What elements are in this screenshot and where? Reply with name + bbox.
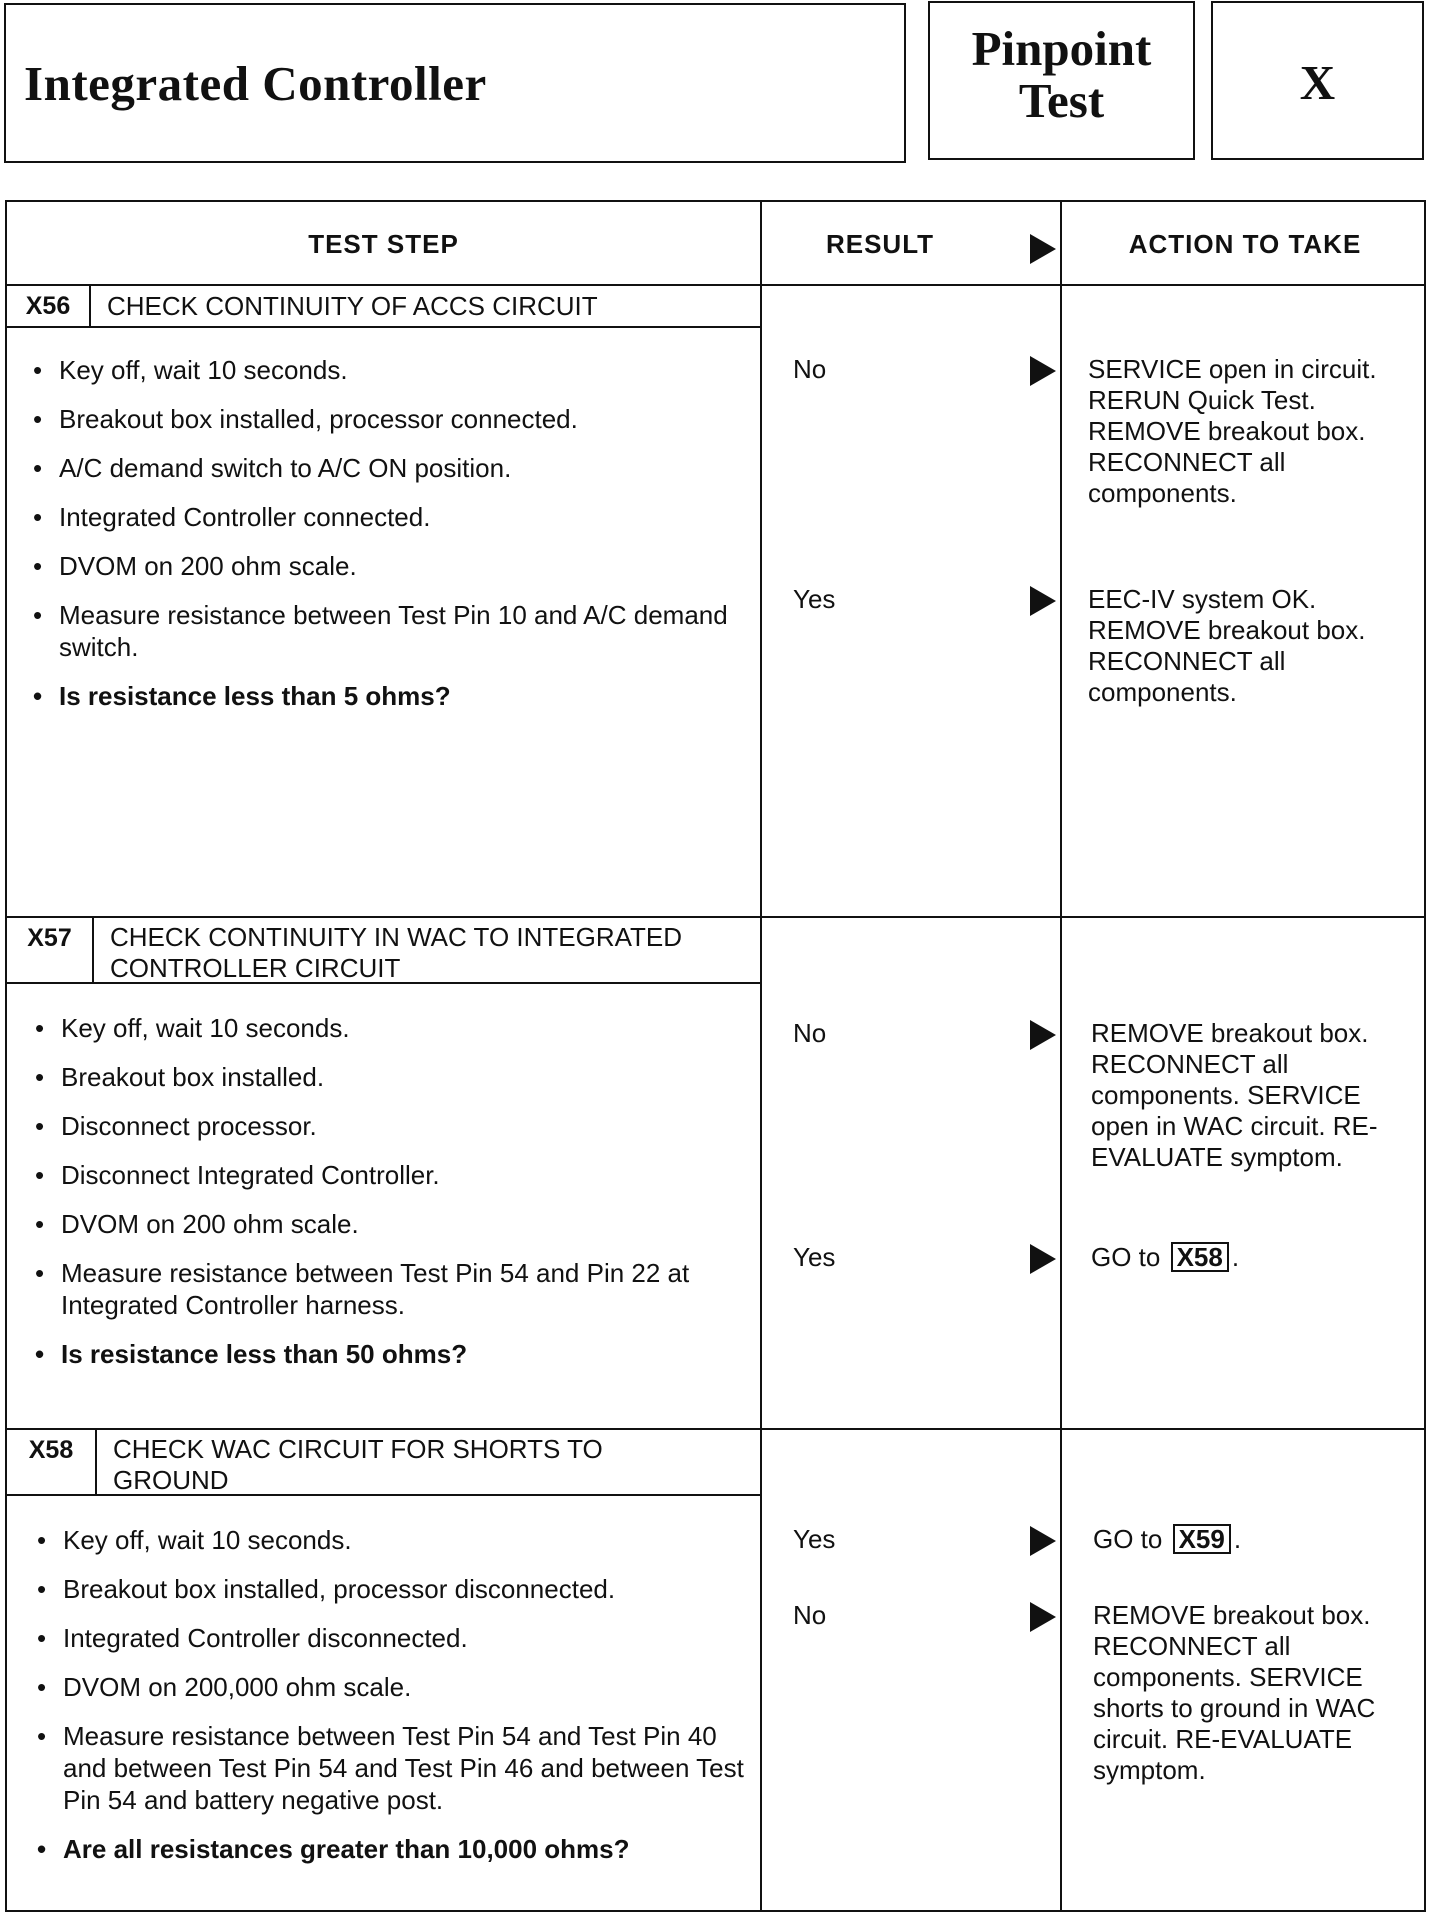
header-test-step: TEST STEP	[308, 229, 459, 259]
step-question: • Is resistance less than 50 ohms?	[31, 1338, 751, 1370]
result-arrow-icon	[1030, 1244, 1056, 1274]
list-item: • Key off, wait 10 seconds.	[31, 1012, 751, 1044]
step-x58-bullets	[33, 1524, 753, 1882]
list-item: • Key off, wait 10 seconds.	[33, 1524, 753, 1556]
step-header-underline	[7, 982, 760, 984]
step-code: X57	[7, 918, 94, 982]
list-item: • DVOM on 200 ohm scale.	[29, 550, 749, 582]
result-arrow-icon	[1030, 1526, 1056, 1556]
step-code: X58	[7, 1430, 97, 1494]
list-item: • Disconnect Integrated Controller.	[31, 1159, 751, 1191]
result-arrow-icon	[1030, 1020, 1056, 1050]
step-header-underline	[7, 326, 760, 328]
step-reference-link[interactable]: X58	[1171, 1242, 1229, 1272]
list-item: • Integrated Controller disconnected.	[33, 1622, 753, 1654]
step-header-underline	[7, 1494, 760, 1496]
list-item: • DVOM on 200 ohm scale.	[31, 1208, 751, 1240]
header-arrow-icon	[1030, 234, 1056, 264]
divider-action	[1060, 202, 1062, 1910]
step-title-line: GROUND	[113, 1465, 229, 1495]
result-label: Yes	[793, 1242, 836, 1272]
action-text: SERVICE open in circuit. RERUN Quick Test. REMOVE breakout box. RECONNECT all components.	[1088, 354, 1377, 508]
goto-suffix: .	[1233, 1524, 1242, 1554]
step-title	[110, 922, 682, 984]
header-result: RESULT	[825, 229, 935, 259]
step-code: X56	[7, 286, 91, 326]
step-title: CHECK CONTINUITY OF ACCS CIRCUIT	[107, 291, 598, 321]
result-label: Yes	[793, 584, 836, 614]
list-item: • Measure resistance between Test Pin 54 and Pin 22 at Integrated Controller harness.	[31, 1257, 751, 1321]
step-reference-link[interactable]: X59	[1173, 1524, 1231, 1554]
action-goto	[1091, 1242, 1421, 1273]
result-label: No	[793, 1600, 827, 1630]
list-item: • Breakout box installed, processor connected.	[29, 403, 749, 435]
result-arrow-icon	[1030, 356, 1056, 386]
list-item: • Measure resistance between Test Pin 10 and A/C demand switch.	[29, 599, 749, 663]
result-arrow-icon	[1030, 1602, 1056, 1632]
step-title	[113, 1434, 603, 1496]
step-header-x58	[7, 1430, 760, 1494]
test-letter: X	[1299, 55, 1336, 110]
list-item: • Disconnect processor.	[31, 1110, 751, 1142]
result-label: No	[793, 354, 827, 384]
goto-suffix: .	[1231, 1242, 1240, 1272]
result-label: Yes	[793, 1524, 836, 1554]
action-text: REMOVE breakout box. RECONNECT all components. SERVICE open in WAC circuit. RE-EVALUATE symptom.	[1091, 1018, 1378, 1172]
step-x57-bullets	[31, 1012, 751, 1387]
step-title-line: CHECK WAC CIRCUIT FOR SHORTS TO	[113, 1434, 603, 1464]
step-header-x56	[7, 286, 760, 326]
title-box	[4, 3, 906, 163]
goto-prefix: GO to	[1093, 1524, 1163, 1554]
list-item: • A/C demand switch to A/C ON position.	[29, 452, 749, 484]
action-text: REMOVE breakout box. RECONNECT all components. SERVICE shorts to ground in WAC circuit. RE-EVALUATE symptom.	[1093, 1600, 1376, 1785]
test-letter-box	[1211, 1, 1424, 160]
list-item: • Breakout box installed.	[31, 1061, 751, 1093]
action-text: EEC-IV system OK. REMOVE breakout box. RECONNECT all components.	[1088, 584, 1366, 707]
result-arrow-icon	[1030, 586, 1056, 616]
pinpoint-label: Pinpoint	[971, 21, 1152, 76]
result-label: No	[793, 1018, 827, 1048]
pinpoint-test-box	[928, 1, 1195, 160]
step-title-line: CHECK CONTINUITY IN WAC TO INTEGRATED	[110, 922, 683, 952]
step-question: • Is resistance less than 5 ohms?	[29, 680, 749, 712]
step-header-x57	[7, 918, 760, 982]
page-title: Integrated Controller	[24, 56, 487, 111]
divider-result	[760, 202, 762, 1910]
step-title-line: CONTROLLER CIRCUIT	[110, 953, 401, 983]
step-x56-bullets	[29, 354, 749, 729]
test-label: Test	[1018, 73, 1105, 128]
list-item: • Key off, wait 10 seconds.	[29, 354, 749, 386]
test-table	[5, 200, 1426, 1912]
list-item: • Integrated Controller connected.	[29, 501, 749, 533]
header-action: ACTION TO TAKE	[1128, 229, 1362, 259]
list-item: • DVOM on 200,000 ohm scale.	[33, 1671, 753, 1703]
action-goto	[1093, 1524, 1423, 1555]
step-question: • Are all resistances greater than 10,000 ohms?	[33, 1833, 753, 1865]
list-item: • Breakout box installed, processor disconnected.	[33, 1573, 753, 1605]
list-item: • Measure resistance between Test Pin 54 and Test Pin 40 and between Test Pin 54 and Test Pin 46 and between Test Pin 54 and battery negative post.	[33, 1720, 753, 1816]
goto-prefix: GO to	[1091, 1242, 1161, 1272]
